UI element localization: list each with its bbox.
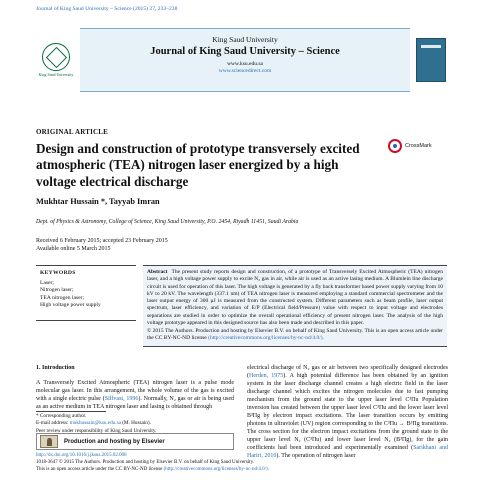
footnote-divider (36, 411, 106, 412)
citation-link[interactable]: Herden, 1975 (249, 373, 284, 380)
keyword-item: TEA nitrogen laser; (40, 294, 85, 301)
received-date: Received 6 February 2015; accepted 23 February 2015 (36, 238, 168, 244)
journal-cover-image (416, 38, 446, 82)
body-text: electrical discharge of N₂ gas or air between two specifically designed electrodes ( (247, 365, 448, 380)
keywords-heading: KEYWORDS (40, 270, 76, 276)
keyword-item: High voltage power supply (40, 302, 101, 309)
author-affiliation: Dept. of Physics & Astronomy, College of Science, King Saud University, P.O. 2454, Riyadh 11451, Saudi Arabia (36, 219, 299, 225)
body-column-left (36, 364, 234, 411)
email-suffix: (M. Hussain). (120, 420, 151, 427)
logo-caption: King Saud University (38, 71, 74, 77)
keywords-box (36, 265, 136, 321)
intro-text: ). Normally, N₂ gas or air is being used as an active medium in TEA nitrogen laser and lasing is obtained through (36, 396, 235, 411)
journal-url-sciencedirect[interactable]: www.sciencedirect.com (218, 68, 272, 75)
journal-title: Journal of King Saud University – Science (150, 46, 340, 57)
issn-line: 1018-3647 © 2015 The Authors. Production and hosting by Elsevier B.V. on behalf of King Saud University. (36, 459, 254, 465)
crossmark-icon (388, 139, 402, 153)
article-title: Design and construction of prototype transversely excited atmospheric (TEA) nitrogen laser energized by a high voltage electrical discharge (36, 141, 360, 189)
email-note (36, 420, 234, 427)
journal-cover (414, 28, 448, 92)
abstract-copyright: © 2015 The Authors. Production and hosting by Elsevier B.V. on behalf of King Saud University. This is an open access article under the CC BY-NC-ND license (147, 328, 443, 342)
body-text: ). The operation of nitrogen laser (276, 453, 356, 460)
crossmark-badge[interactable] (388, 139, 446, 153)
intro-text: A Transversely Excited Atmospheric (TEA) nitrogen laser is a pulse mode molecular gas laser. In this arrangement, the whole volume of the gas is excited with a single electric pulse ( (36, 380, 234, 403)
elsevier-logo-icon (40, 435, 58, 448)
crossmark-label: CrossMark (405, 143, 432, 149)
body-text: ). A high potential difference has been obtained by an ignition system in the laser discharge channel creates a high electric field in the laser discharge channel which excites the nitrogen molecules due to fast pumping mechanism from the ground state to the upper laser level C³Πu Population inversion has created between the upper laser level C³Πu and the lower laser level B³Πg by electron impact excitations. The laser transition occurs by emitting photons in ultraviolet (UV) region corresponding to the C³Πu → B³Πg transitions. The cross section for the electron impact excitations from the ground state to the upper laser level N₂ (C³Πu) and lower laser level N₂ (B³Πg), for the gain coefficients had been introduced and experimentally examined ( (247, 373, 448, 452)
publisher-box (36, 433, 234, 450)
journal-banner (80, 28, 410, 92)
footnotes (36, 413, 234, 435)
citation-link[interactable]: Silfvast, 1996 (104, 396, 139, 403)
corresponding-note: * Corresponding author. (36, 413, 87, 419)
email-label: E-mail address: (36, 420, 70, 427)
peer-review-note: Peer review under responsibility of King Saud University. (36, 427, 157, 434)
author-list: Mukhtar Hussain *, Tayyab Imran (36, 197, 160, 206)
journal-urls (80, 61, 410, 75)
abstract-text: The present study reports design and construction, of a prototype of Transversely Excited Atmospheric (TEA) nitrogen laser, and a high voltage power supply to excite N₂ gas in air, while air is used as an active lasing medium. A Blumlein line discharge circuit is used for operation of this laser. The high voltage is generated by a fly back transformer based power supply varying from 10 kV to 20 kV. The wavelength (337.1 nm) of TEA nitrogen laser is measured employing a standard commercial spectrometer and the laser output energy of 300 μJ is measured from the constructed system. Different parameters such as beam profile, laser output spectrum, laser efficiency, and variation of E/P (Electrical field/Pressure) value with respect to input voltage and electrodes separations are studied in order to optimize the overall operational efficiency of present nitrogen laser. The analysis of the high voltage prototype appeared in this designed source has also been made and described in this paper. (147, 269, 443, 326)
section-heading: 1. Introduction (36, 365, 75, 371)
body-column-right (247, 364, 448, 460)
abstract-license (147, 328, 443, 343)
keyword-item: Nitrogen laser; (40, 287, 74, 294)
available-date: Available online 5 March 2015 (36, 246, 111, 253)
journal-url-ksu[interactable]: www.ksu.edu.sa (227, 61, 263, 68)
doi-link[interactable]: http://dx.doi.org/10.1016/j.jksus.2015.02.008 (36, 453, 127, 458)
article-dates (36, 237, 168, 253)
license-link[interactable]: (http://creativecommons.org/licenses/by-nc-nd/4.0/). (208, 335, 324, 342)
intro-paragraph (36, 379, 234, 411)
journal-masthead (36, 28, 448, 92)
license-link[interactable]: (http://creativecommons.org/licenses/by-nc-nd/4.0/). (163, 466, 269, 472)
publisher-text: Production and hosting by Elsevier (64, 438, 165, 445)
ksu-logo (36, 28, 76, 92)
keyword-item: Laser; (40, 279, 54, 286)
license-text: This is an open access article under the CC BY-NC-ND license (36, 466, 164, 472)
license-line (36, 467, 448, 474)
article-type: ORIGINAL ARTICLE (36, 128, 109, 136)
email-link[interactable]: mukhussain@ksu.edu.sa (69, 420, 121, 427)
running-header: Journal of King Saud University – Science (2015) 27, 233–238 (36, 6, 178, 12)
journal-university: King Saud University (212, 35, 278, 44)
citation-link[interactable]: Sarikhani and Hariri, 2010 (247, 445, 448, 460)
abstract-box (143, 265, 447, 347)
bottom-info (36, 453, 448, 473)
abstract-label: Abstract (147, 269, 168, 275)
university-emblem-icon (42, 43, 70, 71)
